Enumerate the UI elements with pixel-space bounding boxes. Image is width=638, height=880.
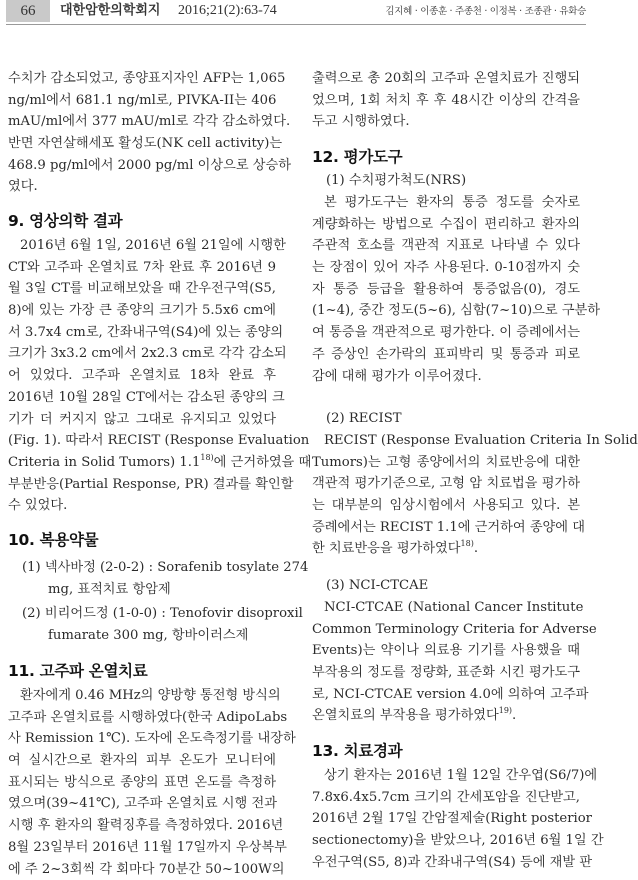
text-line: 표시되는 방식으로 종양의 표면 온도를 측정하 <box>8 772 276 794</box>
text-line: ng/ml에서 681.1 ng/ml로, PIVKA-II는 406 <box>8 90 276 112</box>
text-line: (1~4), 중간 정도(5~6), 심함(7~10)으로 구분하 <box>312 300 580 322</box>
text-line: (1) 넥사바정 (2-0-2) : Sorafenib tosylate 274 <box>8 557 276 579</box>
text-line: 시행 후 환자의 활력징후를 측정하였다. 2016년 <box>8 815 276 837</box>
text-line <box>312 538 580 560</box>
text-line: sectionectomy)을 받았으나, 2016년 6월 1일 간 <box>312 830 580 852</box>
text-line: 자 통증 등급을 활용하여 통증없음(0), 경도 <box>312 279 580 301</box>
section-heading: 12. 평가도구 <box>312 147 402 167</box>
section-heading: 13. 치료경과 <box>312 741 402 761</box>
text-line: 상기 환자는 2016년 1월 12일 간우엽(S6/7)에 <box>312 765 580 787</box>
citation-reference: 18) <box>200 453 213 462</box>
running-authors: 김지혜 · 이종훈 · 주종천 · 이정복 · 조종관 · 유화승 <box>385 4 586 20</box>
paragraph <box>312 765 580 873</box>
subsection-heading <box>312 170 580 192</box>
text-line: 에 주 2~3회씩 각 회마다 70분간 50~100W의 <box>8 859 276 880</box>
paragraph <box>8 685 276 880</box>
text-span: Criteria in Solid Tumors) 1.1 <box>8 455 200 470</box>
text-line: 우전구역(S5, 8)과 간좌내구역(S4) 등에 재발 판 <box>312 852 580 874</box>
text-line: fumarate 300 mg, 항바이러스제 <box>8 625 276 647</box>
paragraph <box>312 430 580 560</box>
text-line: 고주파 온열치료를 시행하였다(한국 AdipoLabs <box>8 707 276 729</box>
journal-citation: 2016;21(2):63-74 <box>178 2 277 20</box>
section-heading: 11. 고주파 온열치료 <box>8 661 147 681</box>
text-line <box>312 705 580 727</box>
text-line: 주 증상인 손가락의 표피박리 및 통증과 피로 <box>312 344 580 366</box>
text-line: 로, NCI-CTCAE version 4.0에 의하여 고주파 <box>312 684 580 706</box>
text-line: 2016년 2월 17일 간암절제술(Right posterior <box>312 808 580 830</box>
paragraph <box>312 192 580 387</box>
text-line: 본 평가도구는 환자의 통증 정도를 숫자로 <box>312 192 580 214</box>
text-line: CT와 고주파 온열치료 7차 완료 후 2016년 9 <box>8 257 276 279</box>
subsection-title: (2) RECIST <box>312 408 580 430</box>
paragraph <box>8 235 276 517</box>
text-line: 였다. <box>8 176 276 198</box>
section-heading: 10. 복용약물 <box>8 530 98 550</box>
text-span: 온열치료의 부작용을 평가하였다 <box>312 708 499 723</box>
list-item <box>8 557 276 600</box>
text-line: Events)는 약이나 의료용 기기를 사용했을 때 <box>312 640 580 662</box>
text-line: 어 있었다. 고주파 온열치료 18차 완료 후 <box>8 365 276 387</box>
text-line: 객관적 평가기준으로, 고형 암 치료법을 평가하 <box>312 473 580 495</box>
text-line: 기가 더 커지지 않고 그대로 유지되고 있었다 <box>8 409 276 431</box>
paragraph <box>312 68 580 133</box>
text-line: 계량화하는 방법으로 수집이 편리하고 환자의 <box>312 214 580 236</box>
text-line: 감에 대해 평가가 이루어졌다. <box>312 366 580 388</box>
text-line: NCI-CTCAE (National Cancer Institute <box>312 597 580 619</box>
paragraph <box>312 597 580 727</box>
text-line: 월 3일 CT를 비교해보았을 때 간우전구역(S5, <box>8 278 276 300</box>
text-line: 2016년 10월 28일 CT에서는 감소된 종양의 크 <box>8 387 276 409</box>
text-line: 부분반응(Partial Response, PR) 결과를 확인할 <box>8 474 276 496</box>
subsection-title: (3) NCI-CTCAE <box>312 575 580 597</box>
text-line: 었으며, 1회 처치 후 후 48시간 이상의 간격을 <box>312 90 580 112</box>
text-line: 주관적 호소를 객관적 지표로 나타낼 수 있다 <box>312 235 580 257</box>
text-line: 여 실시간으로 환자의 피부 온도가 모니터에 <box>8 750 276 772</box>
text-line: 서 3.7x4 cm로, 간좌내구역(S4)에 있는 종양의 <box>8 322 276 344</box>
text-line: 468.9 pg/ml에서 2000 pg/ml 이상으로 상승하 <box>8 155 276 177</box>
text-line: 여 통증을 객관적으로 평가한다. 이 증례에서는 <box>312 322 580 344</box>
text-line: 8)에 있는 가장 큰 종양의 크기가 5.5x6 cm에 <box>8 300 276 322</box>
text-line: (Fig. 1). 따라서 RECIST (Response Evaluation <box>8 430 276 452</box>
text-line: 크기가 3x3.2 cm에서 2x2.3 cm로 각각 감소되 <box>8 343 276 365</box>
text-line: mg, 표적치료 항암제 <box>8 579 276 601</box>
text-line: 사 Remission 1℃). 도자에 온도측정기를 내장하 <box>8 728 276 750</box>
text-line: 수치가 감소되었고, 종양표지자인 AFP는 1,065 <box>8 68 276 90</box>
text-line: 출력으로 총 20회의 고주파 온열치료가 진행되 <box>312 68 580 90</box>
page-number: 66 <box>6 0 50 22</box>
text-span: 에 근거하였을 때 <box>214 455 312 470</box>
text-line: 부작용의 정도를 정량화, 표준화 시킨 평가도구 <box>312 662 580 684</box>
text-line: 반면 자연살해세포 활성도(NK cell activity)는 <box>8 133 276 155</box>
citation-reference: 19) <box>499 706 512 715</box>
subsection-title: (1) 수치평가척도(NRS) <box>312 170 580 192</box>
text-line: Common Terminology Criteria for Adverse <box>312 619 580 641</box>
text-line: 증례에서는 RECIST 1.1에 근거하여 종양에 대 <box>312 517 580 539</box>
text-line <box>8 452 276 474</box>
text-span: 한 치료반응을 평가하였다 <box>312 541 461 556</box>
text-line: 는 대부분의 임상시험에서 사용되고 있다. 본 <box>312 495 580 517</box>
text-line: 수 있었다. <box>8 495 276 517</box>
subsection-heading <box>312 408 580 430</box>
citation-reference: 18) <box>461 539 474 548</box>
text-line: Tumors)는 고형 종양에서의 치료반응에 대한 <box>312 452 580 474</box>
text-span: . <box>474 541 478 556</box>
subsection-heading <box>312 575 580 597</box>
text-line: 7.8x6.4x5.7cm 크기의 간세포암을 진단받고, <box>312 787 580 809</box>
text-span: . <box>512 708 516 723</box>
section-heading: 9. 영상의학 결과 <box>8 211 122 231</box>
text-line: 는 장점이 있어 자주 사용된다. 0-10점까지 숫 <box>312 257 580 279</box>
text-line: 환자에게 0.46 MHz의 양방향 통전형 방식의 <box>8 685 276 707</box>
text-line: 두고 시행하였다. <box>312 111 580 133</box>
text-line: (2) 비리어드정 (1-0-0) : Tenofovir disoproxil <box>8 603 276 625</box>
text-line: mAU/ml에서 377 mAU/ml로 각각 감소하였다. <box>8 111 276 133</box>
paragraph <box>8 68 276 198</box>
header-divider <box>6 24 586 25</box>
text-line: 2016년 6월 1일, 2016년 6월 21일에 시행한 <box>8 235 276 257</box>
text-line: 8월 23일부터 2016년 11월 17일까지 우상복부 <box>8 837 276 859</box>
text-line: 였으며(39~41℃), 고주파 온열치료 시행 전과 <box>8 793 276 815</box>
journal-title: 대한암한의학회지 <box>60 2 160 20</box>
text-line: RECIST (Response Evaluation Criteria In Solid <box>312 430 580 452</box>
list-item <box>8 603 276 646</box>
